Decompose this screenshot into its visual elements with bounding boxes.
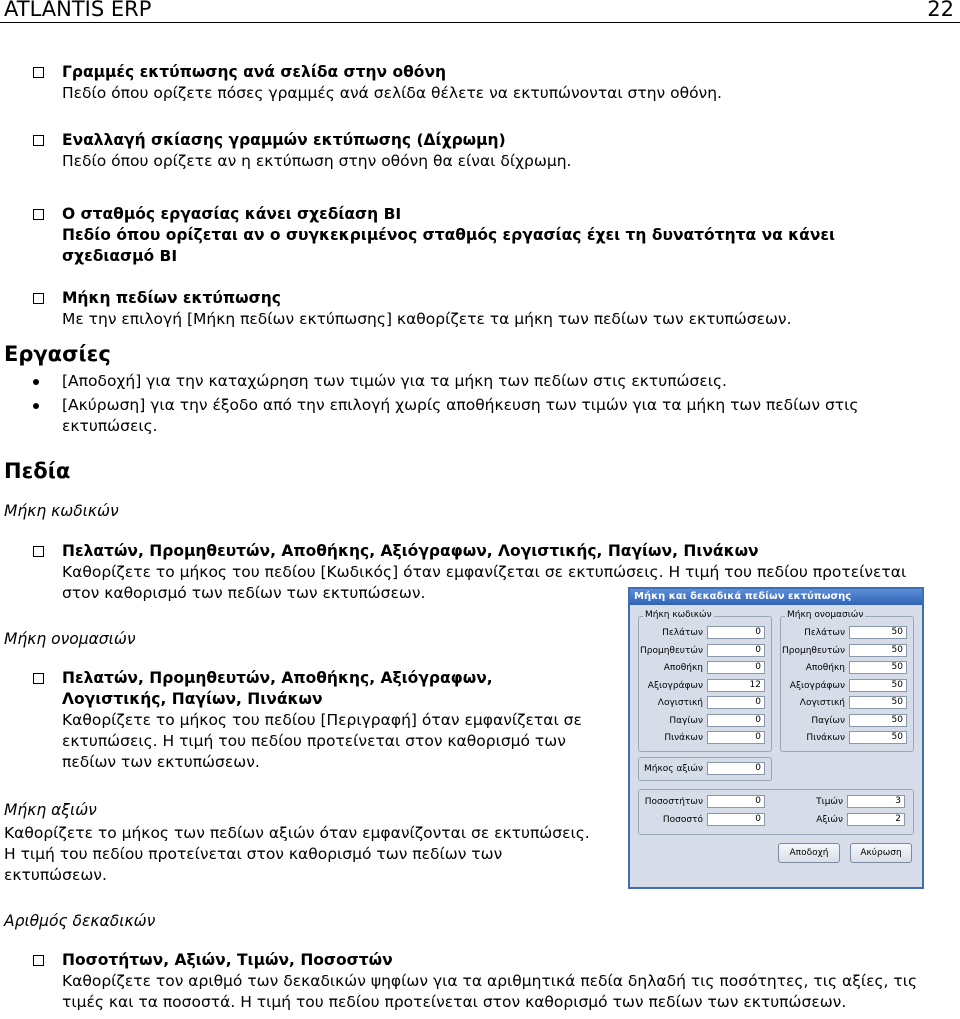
field-label: Πινάκων: [806, 733, 845, 743]
dialog-field-row: [639, 795, 771, 809]
bullet-cancel: [33, 395, 858, 437]
dialog-field-row: [639, 644, 771, 658]
checkbox-bullet-icon: [33, 546, 44, 557]
item-title: Πελατών, Προμηθευτών, Αποθήκης, Αξιόγραφων, Λογιστικής, Παγίων, Πινάκων: [62, 542, 759, 560]
doc-title: ATLANTIS ERP: [4, 0, 152, 21]
field-input[interactable]: 0: [707, 661, 765, 674]
item-title: Λογιστικής, Παγίων, Πινάκων: [62, 690, 323, 708]
field-input[interactable]: 50: [849, 644, 907, 657]
dialog-field-row: [781, 626, 913, 640]
item-text: πεδίων των εκτυπώσεων.: [62, 753, 260, 771]
item-name-lengths: [33, 668, 582, 773]
dialog-field-row: [639, 661, 771, 675]
field-label: Ποσοστήτων: [644, 797, 703, 807]
field-input[interactable]: 3: [847, 795, 905, 808]
field-label: Μήκος αξιών: [644, 764, 703, 774]
item-title: Πελατών, Προμηθευτών, Αποθήκης, Αξιόγραφων,: [62, 669, 493, 687]
item-title: Μήκη πεδίων εκτύπωσης: [62, 289, 281, 307]
item-shading: [33, 130, 571, 172]
heading-tasks: Εργασίες: [4, 342, 111, 366]
field-input[interactable]: 50: [849, 714, 907, 727]
field-input[interactable]: 50: [849, 731, 907, 744]
field-label: Προμηθευτών: [782, 645, 845, 656]
subheading-code-lengths: Μήκη κωδικών: [4, 502, 119, 520]
dialog-field-row: [639, 696, 771, 710]
bullet-text: [Ακύρωση] για την έξοδο από την επιλογή χωρίς αποθήκευση των τιμών για τα μήκη των πεδίων στις: [62, 396, 859, 414]
group-decimals: [638, 789, 914, 835]
field-label: Πελάτων: [804, 628, 845, 638]
bullet-text: [Αποδοχή] για την καταχώρηση των τιμών για τα μήκη των πεδίων στις εκτυπώσεις.: [62, 372, 727, 390]
field-label: Παγίων: [811, 715, 845, 726]
checkbox-bullet-icon: [33, 135, 44, 146]
item-text: Καθορίζετε το μήκος του πεδίου [Περιγραφή] όταν εμφανίζεται σε: [62, 711, 582, 729]
field-label: Προμηθευτών: [640, 645, 703, 656]
dialog-field-row: [781, 661, 913, 675]
field-input[interactable]: 0: [707, 714, 765, 727]
item-text: Καθορίζετε το μήκος του πεδίου [Κωδικός] όταν εμφανίζεται σε εκτυπώσεις. Η τιμή του πεδίου προτείνεται: [62, 563, 907, 581]
dialog-field-row: [781, 714, 913, 728]
field-label: Λογιστική: [657, 698, 703, 708]
item-decimals: [33, 950, 917, 1013]
subheading-decimals: Αριθμός δεκαδικών: [4, 912, 156, 930]
field-label: Αποθήκη: [805, 663, 845, 673]
group-name-lengths: [780, 610, 914, 752]
field-input[interactable]: 0: [707, 644, 765, 657]
subheading-name-lengths: Μήκη ονομασιών: [4, 630, 136, 648]
page-header: [0, 0, 960, 23]
para-line: Η τιμή του πεδίου προτείνεται στον καθορισμό των πεδίων των: [4, 845, 503, 863]
field-input[interactable]: 0: [707, 795, 765, 808]
field-input[interactable]: 50: [849, 661, 907, 674]
item-print-lines: [33, 62, 722, 104]
field-label: Αξιογράφων: [789, 680, 845, 691]
item-text: Πεδίο όπου ορίζετε πόσες γραμμές ανά σελίδα θέλετε να εκτυπώνονται στην οθόνη.: [62, 84, 722, 102]
dialog-field-row: [781, 731, 913, 745]
para-line: Καθορίζετε το μήκος των πεδίων αξιών όταν εμφανίζονται σε εκτυπώσεις.: [4, 824, 590, 842]
field-label: Πελάτων: [662, 628, 703, 638]
heading-fields: Πεδία: [4, 459, 71, 483]
field-label: Πινάκων: [664, 733, 703, 743]
field-label: Παγίων: [669, 715, 703, 726]
item-text: εκτυπώσεις. Η τιμή του πεδίου προτείνεται στον καθορισμό των: [62, 732, 566, 750]
dialog-field-row: [781, 696, 913, 710]
checkbox-bullet-icon: [33, 673, 44, 684]
field-label: Τιμών: [816, 797, 843, 807]
dialog-field-row: [779, 795, 911, 809]
field-input[interactable]: 50: [849, 696, 907, 709]
field-input[interactable]: 0: [707, 626, 765, 639]
page-number: 22: [927, 0, 954, 21]
item-title: Ποσοτήτων, Αξιών, Τιμών, Ποσοστών: [62, 951, 393, 969]
bullet-text: εκτυπώσεις.: [62, 417, 158, 435]
checkbox-bullet-icon: [33, 67, 44, 78]
bullet-dot-icon: [33, 403, 39, 409]
field-label: Λογιστική: [799, 698, 845, 708]
dialog-field-row: [779, 813, 911, 827]
field-input[interactable]: 12: [707, 679, 765, 692]
item-text: Καθορίζετε τον αριθμό των δεκαδικών ψηφίων για τα αριθμητικά πεδία δηλαδή τις ποσότητες, τις αξίες, τις: [62, 972, 918, 990]
checkbox-bullet-icon: [33, 955, 44, 966]
item-bi: [33, 204, 835, 267]
cancel-button[interactable]: Ακύρωση: [850, 843, 912, 863]
item-text: στον καθορισμό των πεδίων των εκτυπώσεων.: [62, 584, 426, 602]
item-title: Γραμμές εκτύπωσης ανά σελίδα στην οθόνη: [62, 63, 447, 81]
item-title: Εναλλαγή σκίασης γραμμών εκτύπωσης (Δίχρωμη): [62, 131, 506, 149]
dialog-field-row: [639, 679, 771, 693]
bullet-accept: [33, 371, 727, 392]
item-text: Πεδίο όπου ορίζεται αν ο συγκεκριμένος σταθμός εργασίας έχει τη δυνατότητα να κάνει: [62, 226, 836, 244]
checkbox-bullet-icon: [33, 293, 44, 304]
value-length-input[interactable]: 0: [707, 762, 765, 775]
item-title: Ο σταθμός εργασίας κάνει σχεδίαση BI: [62, 205, 402, 223]
dialog-field-row: [639, 714, 771, 728]
item-field-lengths: [33, 288, 792, 330]
field-label: Αξιών: [816, 815, 843, 825]
bullet-dot-icon: [33, 379, 39, 385]
item-text: Πεδίο όπου ορίζετε αν η εκτύπωση στην οθόνη θα είναι δίχρωμη.: [62, 152, 572, 170]
field-input[interactable]: 50: [849, 679, 907, 692]
dialog-field-row: [639, 731, 771, 745]
accept-button[interactable]: Αποδοχή: [778, 843, 840, 863]
para-line: εκτυπώσεων.: [4, 866, 107, 884]
group-label: Μήκη ονομασιών: [787, 610, 864, 620]
field-input[interactable]: 50: [849, 626, 907, 639]
field-input[interactable]: 2: [847, 813, 905, 826]
field-label: Ποσοστό: [662, 815, 703, 825]
dialog-field-row: [781, 644, 913, 658]
dialog-field-row: [639, 626, 771, 640]
field-input[interactable]: 0: [707, 696, 765, 709]
field-lengths-dialog: [628, 587, 924, 889]
field-label: Αξιογράφων: [647, 680, 703, 691]
item-text: τιμές και τα ποσοστά. Η τιμή του πεδίου προτείνεται στον καθορισμό των πεδίων των εκτυπώσεων.: [62, 993, 847, 1011]
dialog-field-row: [781, 679, 913, 693]
group-label: Μήκη κωδικών: [645, 610, 712, 620]
subheading-value-lengths: Μήκη αξιών: [4, 801, 97, 819]
field-label: Αποθήκη: [663, 663, 703, 673]
checkbox-bullet-icon: [33, 209, 44, 220]
field-input[interactable]: 0: [707, 813, 765, 826]
dialog-title: Μήκη και δεκαδικά πεδίων εκτύπωσης: [630, 589, 922, 605]
field-input[interactable]: 0: [707, 731, 765, 744]
group-code-lengths: [638, 610, 772, 752]
dialog-field-row: [639, 813, 771, 827]
item-text: Με την επιλογή [Μήκη πεδίων εκτύπωσης] καθορίζετε τα μήκη των πεδίων των εκτυπώσεων.: [62, 310, 792, 328]
value-length-row: [639, 762, 771, 776]
value-lengths-text: [4, 823, 590, 886]
group-value-length: [638, 757, 772, 781]
item-text: σχεδιασμό BI: [62, 247, 178, 265]
